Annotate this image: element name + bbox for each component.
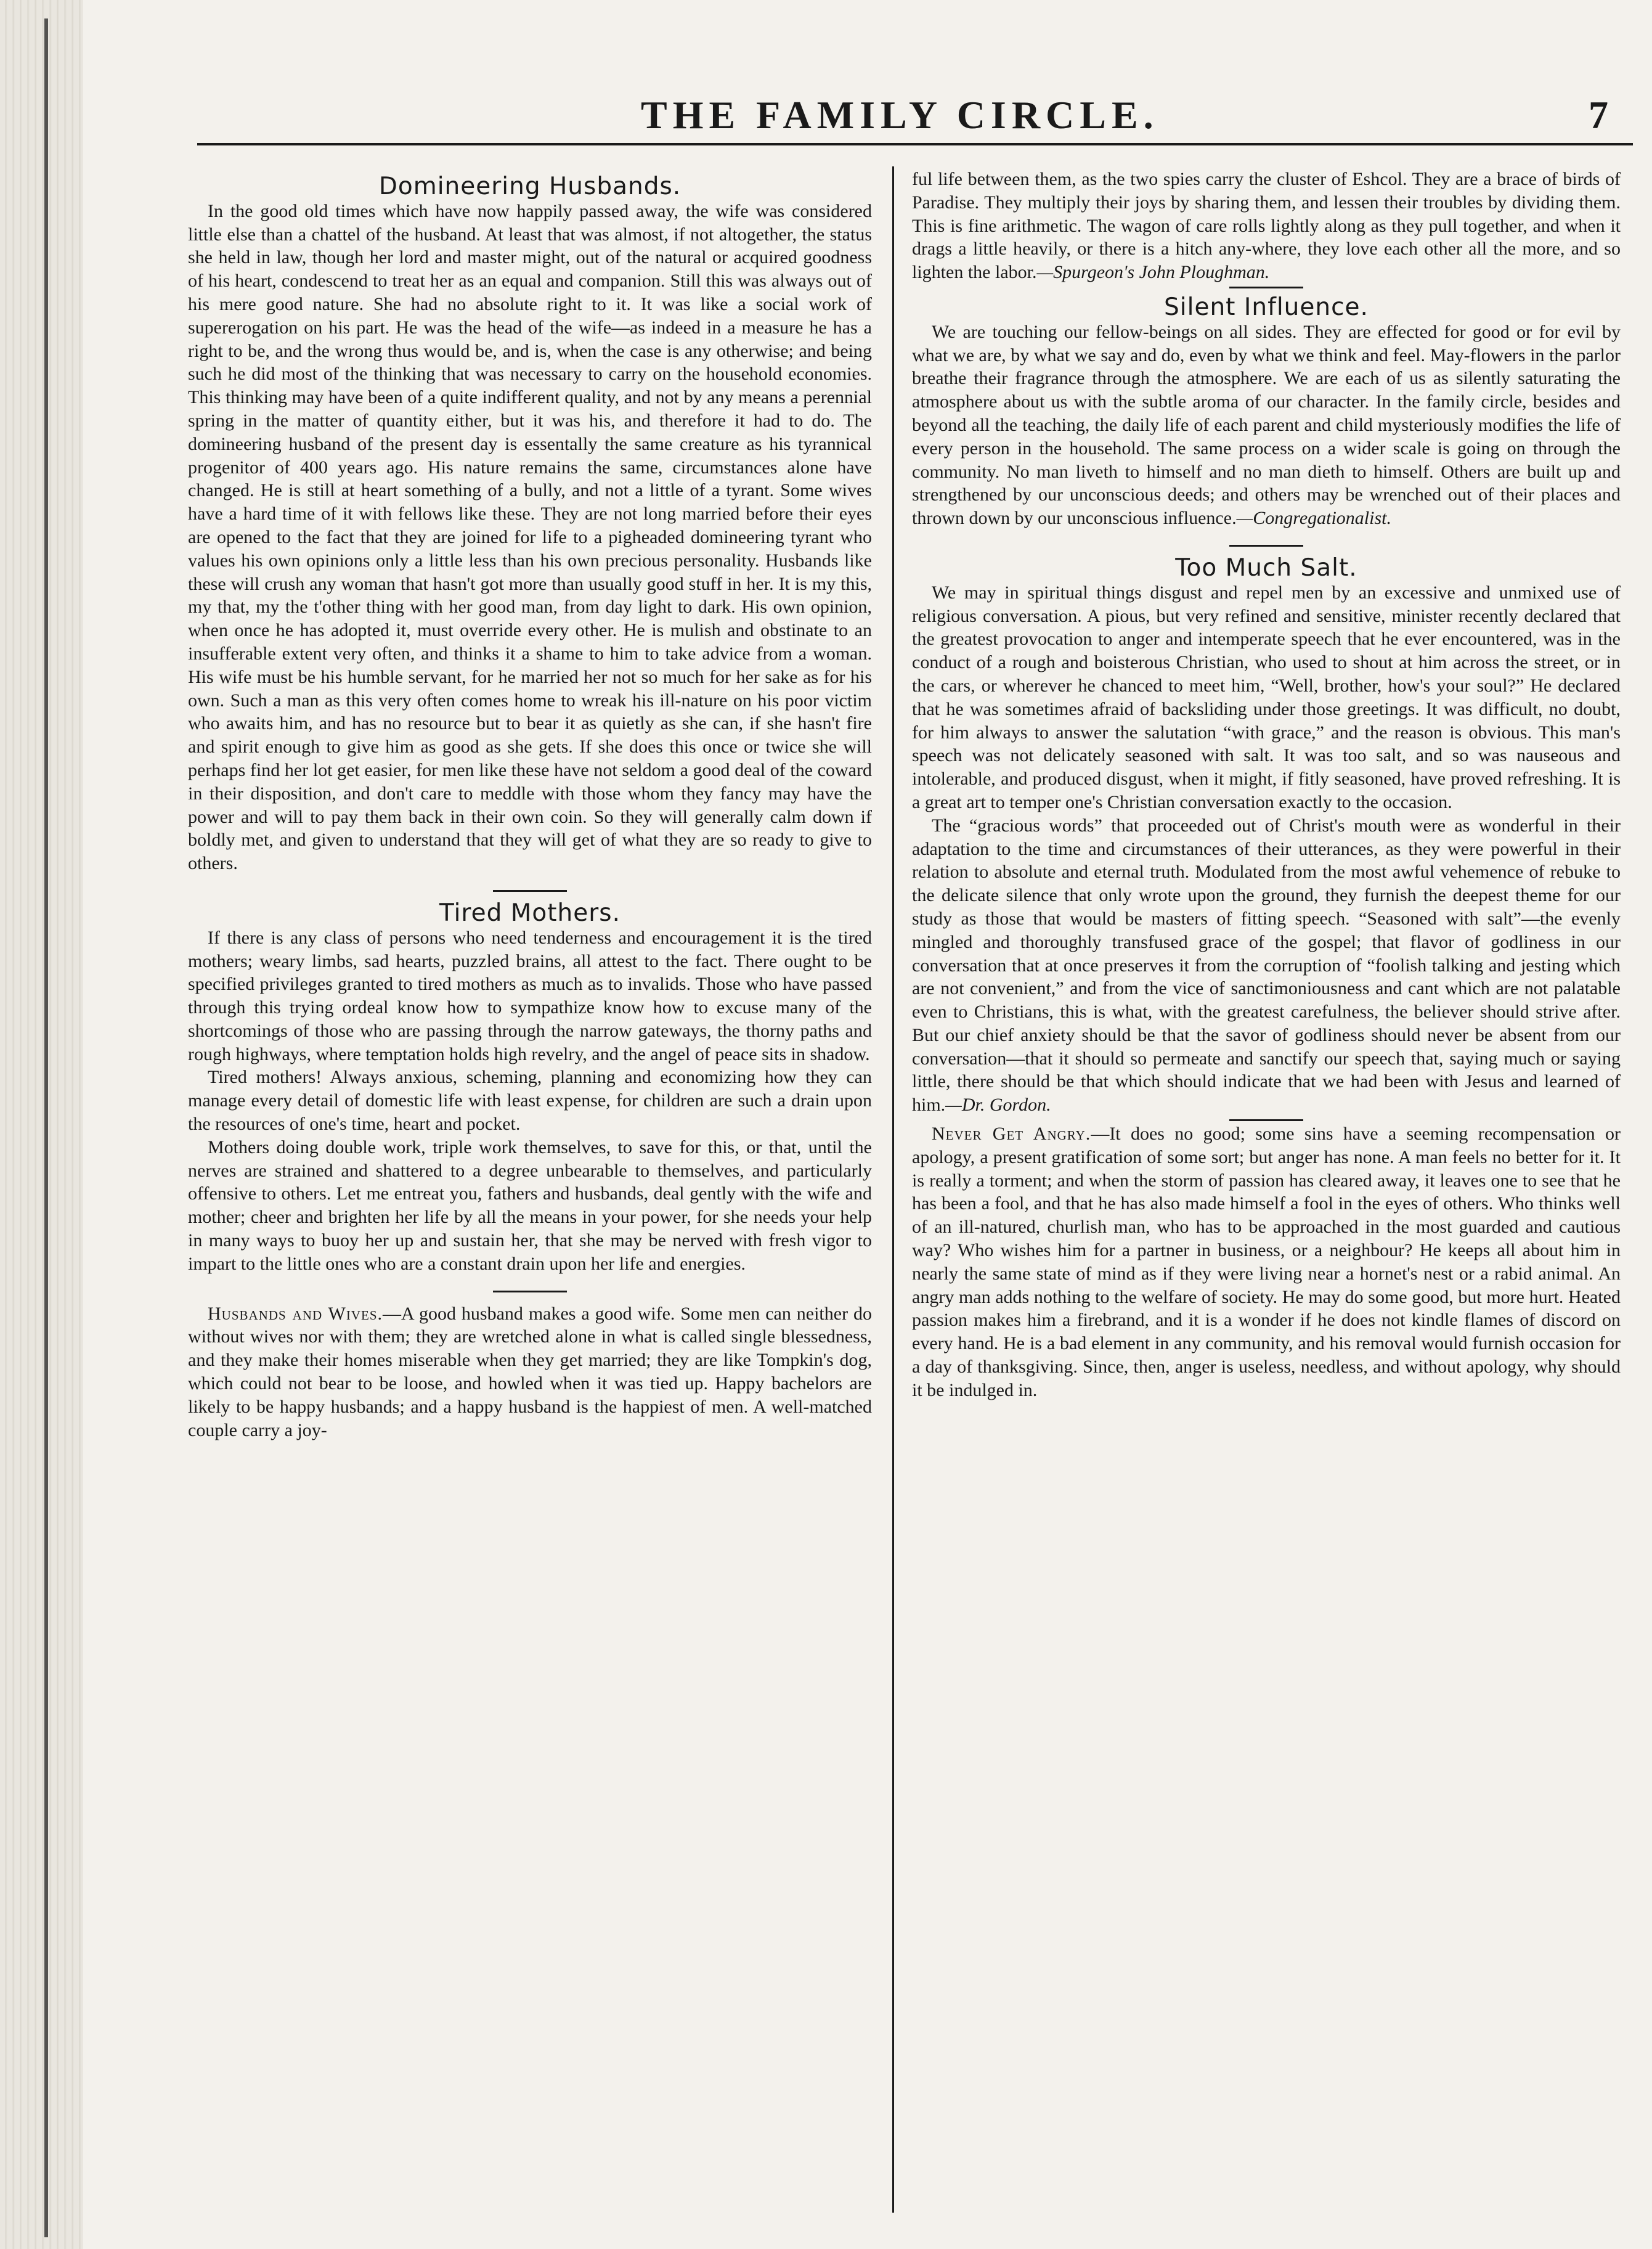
column-divider [892,166,894,2213]
section-rule [493,890,567,892]
article-salt-p2 [912,814,1621,1117]
article-paragraph: If there is any class of persons who need tenderness and encouragement it is the tired mothers; weary limbs, sad hearts, puzzled brains, all attest to the fact. There ought to be specified privileges granted to tired mothers as much as to invalids. Those who have passed through this trying ordeal know how to sympathize know how to excuse many of the shortcomings of those who are passing through the narrow gateways, the thorny paths and rough highways, where temptation holds high revelry, and the angel of peace sits in shadow. [188,927,872,1064]
article-title-silent-influence: Silent Influence. [1164,293,1369,321]
article-credit: —Spurgeon's John Ploughman. [1036,262,1270,283]
section-rule [1229,287,1303,288]
article-body-domineering: In the good old times which have now happily passed away, the wife was considered little else than a chattel of the husband. At least that was almost, if not altogether, the status she held in law, though her lord and master might, out of the natural or acquired goodness of his heart, condescend to treat her as an equal and companion. Still this was always out of his mere good nature. She had no absolute right to it. It was like a social work of supererogation on his part. He was the head of the wife—as indeed in a measure he has a right to be, and the wrong thus would be, and is, when the case is any otherwise; and being such he did most of the thinking that was necessary to carry on the household economies. This thinking may have been of a quite indifferent quality, and not by any means a perennial spring in the matter of quantity either, but it was his, and therefore it had to do. The domineering husband of the present day is essentally the same creature as his tyrannical progenitor of 400 years ago. His nature remains the same, circumstances alone have changed. He is still at heart something of a bully, and not a little of a tyrant. Some wives have a hard time of it with fellows like these. They are not long married before their eyes are opened to the fact that they are joined for life to a pigheaded domineering tyrant who values his own opinions only a little less than his own precious personality. Husbands like these will crush any woman that hasn't got more than usually good stuff in her. It is my this, my that, my the t'other thing with her good man, from day light to dark. His own opinion, when once he has adopted it, must override every other. He is mulish and obstinate to an insufferable extent very often, and thinks it a shame to him to take advice from a woman. His wife must be his humble servant, for he married her not so much for her sake as for his own. Such a man as this very often comes home to wreak his ill-nature on his poor victim who awaits him, and has no resource but to bear it as quietly as she can, if she hasn't fire and spirit enough to give him as good as she gets. If she does this once or twice she will perhaps find her lot get easier, for men like these have not seldom a good deal of the coward in their disposition, and don't care to meddle with those whom they fancy may have the power and will to pay them back in their own coin. So they will generally calm down if boldly met, and given to understand that they will get of what they are so ready to give to others. [188,200,872,874]
article-title-too-much-salt: Too Much Salt. [1175,553,1357,582]
right-column [912,168,1621,1402]
article-credit: —Congregationalist. [1236,508,1391,529]
section-rule [1229,1119,1303,1121]
continuation-body: ful life between them, as the two spies carry the cluster of Eshcol. They are a brace of birds of Paradise. They multiply their joys by sharing them, and lessen their troubles by dividing them. This is fine arithmetic. The wagon of care rolls lightly along as they pull together, and when it drags a little heavily, or there is a hitch any-where, they love each other all the more, and so lighten the labor. [912,169,1621,283]
left-column [188,168,872,1442]
article-silent-influence [912,320,1621,530]
article-paragraph: Mothers doing double work, triple work themselves, to save for this, or that, until the nerves are strained and shattered to a degree unbearable to themselves, and particularly offensive to others. Let me entreat you, fathers and husbands, deal gently with the wife and mother; cheer and brighten her life by all the means in your power, for she needs your help in many ways to buoy her up and sustain her, that she may be nerved with fresh vigor to impart to the little ones who are a constant drain upon her life and energies. [188,1137,872,1274]
article-lead-husbands-wives: Husbands and Wives. [208,1303,383,1324]
article-continuation [912,168,1621,284]
masthead-title: THE FAMILY CIRCLE. [641,93,1159,137]
binding-margin [0,0,83,2249]
header-rule [197,143,1633,145]
article-title-tired-mothers: Tired Mothers. [439,899,621,927]
article-title-domineering: Domineering Husbands. [378,173,682,200]
silent-influence-body: We are touching our fellow-beings on all sides. They are effected for good or for evil by what we are, by what we say and do, even by what we think and feel. May-flowers in the parlor breathe their fragrance through the atmosphere. We are each of us as silently saturating the atmosphere about us with the subtle aroma of our character. In the family circle, besides and beyond all the teaching, the daily life of each parent and child mysteriously modifies the life of every person in the household. The same process on a wider scale is going on through the community. No man liveth to himself and no man dieth to himself. Others are built up and strengthened by our unconscious deeds; and others may be wrenched out of their places and thrown down by our unconscious influence. [912,321,1621,529]
salt-body: The “gracious words” that proceeded out of Christ's mouth were as wonderful in their adaptation to the time and circumstances of their utterances, as they were powerful in their relation to absolute and eternal truth. Modulated from the most awful vehemence of rebuke to the delicate silence that only wrote upon the ground, they furnish the deepest theme for our study as those that would be masters of fitting speech. “Seasoned with salt”—the evenly mingled and thoroughly transfused grace of the gospel; that flavor of godliness in our conversation that at once preserves it from the corruption of “foolish talking and jesting which are not convenient,” and from the vice of sanctimoniousness and cant which are not palatable even to Christians, this is what, with the greatest carefulness, the believer should strive after. But our chief anxiety should be that the savor of godliness should never be absent from our conversation—that it should so permeate and sanctify our speech that, saying much or saying little, there should be that which should indicate that we had been with Jesus and learned of him. [912,815,1621,1116]
section-rule [493,1291,567,1292]
article-credit: —Dr. Gordon. [945,1095,1051,1116]
page-header [197,92,1633,148]
article-husbands-wives [188,1302,872,1442]
article-paragraph: We may in spiritual things disgust and repel men by an excessive and unmixed use of religious conversation. A pious, but very refined and sensitive, minister recently declared that the greatest provocation to anger and intemperate speech that he ever encountered, was in the conduct of a rough and boisterous Christian, who used to shout at him across the street, or in the cars, or wherever he chanced to meet him, “Well, brother, how's your soul?” He declared that he was sometimes afraid of backsliding under those greetings. It was difficult, no doubt, for him always to answer the salutation “with grace,” and the reason is obvious. This man's speech was not delicately seasoned with salt. It was too salt, and so was nauseous and intolerable, and produced disgust, when it might, if fitly seasoned, have proved refreshing. It is a great art to temper one's Christian conversation exactly to the occasion. [912,582,1621,812]
section-rule [1229,545,1303,547]
page-number: 7 [1589,93,1608,137]
article-lead-never-get-angry: Never Get Angry. [932,1124,1091,1145]
article-paragraph: Tired mothers! Always anxious, scheming, planning and economizing how they can manage every detail of domestic life with least expense, for children are such a drain upon the resources of one's time, heart and pocket. [188,1067,872,1135]
never-get-angry-body: —It does no good; some sins have a seeming recompensation or apology, a present gratification of some sort; but anger has none. A man feels no better for it. It is really a torment; and when the storm of passion has cleared away, it leaves one to see that he has been a fool, and that he has also made himself a fool in the eyes of others. Who thinks well of an ill-natured, churlish man, who has to be approached in the most guarded and cautious way? Who wishes him for a partner in business, or a neighbour? He keeps all about him in nearly the same state of mind as if they were living near a hornet's nest or a rabid animal. An angry man adds nothing to the welfare of society. He may do some good, but more hurt. Heated passion makes him a firebrand, and it is a wonder if he does not kindle flames of discord on every hand. He is a bad element in any community, and his removal would furnish occasion for a day of thanksgiving. Since, then, anger is useless, needless, and without apology, why should it be indulged in. [912,1124,1621,1400]
article-never-get-angry [912,1122,1621,1402]
binding-rule [44,18,48,2237]
article-body-husbands-wives: —A good husband makes a good wife. Some men can neither do without wives nor with them; they are wretched alone in what is called single blessedness, and they make their homes miserable when they get married; they are like Tompkin's dog, which could not bear to be loose, and howled when it was tied up. Happy bachelors are likely to be happy husbands; and a happy husband is the happiest of men. A well-matched couple carry a joy- [188,1303,872,1440]
